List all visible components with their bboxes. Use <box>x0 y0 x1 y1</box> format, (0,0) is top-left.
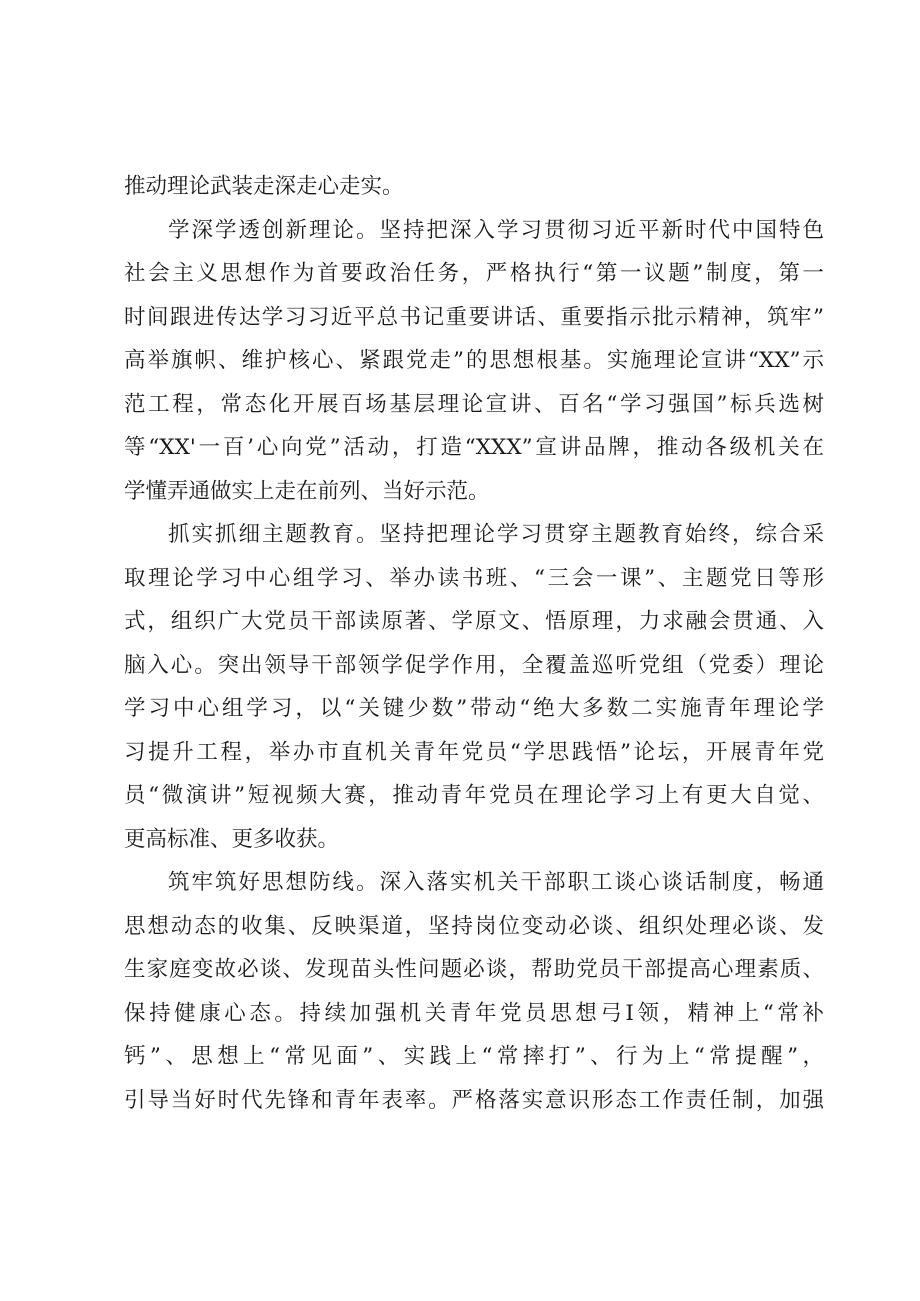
text-line: 思想动态的收集、反映渠道，坚持岗位变动必谈、组织处理必谈、发 <box>124 913 824 939</box>
text-line: 引导当好时代先锋和青年表率。严格落实意识形态工作责任制，加强 <box>124 1087 824 1113</box>
text-line: 习提升工程，举办市直机关青年党员“学思践悟”论坛，开展青年党 <box>124 739 824 765</box>
text-line: 脑入心。突出领导干部领学促学作用，全覆盖巡听党组（党委）理论 <box>124 652 824 678</box>
text-line: 取理论学习中心组学习、举办读书班、“三会一课”、主题党日等形 <box>124 565 824 591</box>
text-line: 式，组织广大党员干部读原著、学原文、悟原理，力求融会贯通、入 <box>124 609 824 634</box>
text-line: 时间跟进传达学习习近平总书记重要讲话、重要指示批示精神，筑牢” <box>124 304 824 330</box>
paragraph-heading-line: 抓实抓细主题教育。坚持把理论学习贯穿主题教育始终，综合采 <box>168 522 824 547</box>
text-line: 学习中心组学习，以“关键少数”带动“绝大多数二实施青年理论学 <box>124 696 824 721</box>
text-line: 钙”、思想上“常见面”、实践上“常摔打”、行为上“常提醒”， <box>124 1044 824 1069</box>
text-line: 生家庭变故必谈、发现苗头性问题必谈，帮助党员干部提高心理素质、 <box>124 957 824 982</box>
text-line: 等“XX'一百’心向党”活动，打造“XXX”宣讲品牌，推动各级机关在 <box>124 435 824 460</box>
document-body <box>124 165 824 1122</box>
paragraph-heading-line: 学深学透创新理论。坚持把深入学习贯彻习近平新时代中国特色 <box>168 217 824 243</box>
text-line: 范工程，常态化开展百场基层理论宣讲、百名“学习强国”标兵选树 <box>124 391 824 417</box>
text-line: 更高标准、更多收获。 <box>124 826 340 852</box>
paragraph-heading-line: 筑牢筑好思想防线。深入落实机关干部职工谈心谈话制度，畅通 <box>168 870 824 895</box>
text-line: 保持健康心态。持续加强机关青年党员思想弓I领，精神上“常补 <box>124 1000 824 1026</box>
text-line: 推动理论武装走深走心走实。 <box>124 174 404 199</box>
text-line: 学懂弄通做实上走在前列、当好示范。 <box>124 478 490 504</box>
text-line: 高举旗帜、维护核心、紧跟党走”的思想根基。实施理论宣讲“XX”示 <box>124 348 824 373</box>
text-line: 社会主义思想作为首要政治任务，严格执行“第一议题”制度，第一 <box>124 261 824 286</box>
text-line: 员“微演讲”短视频大赛，推动青年党员在理论学习上有更大自觉、 <box>124 783 824 808</box>
